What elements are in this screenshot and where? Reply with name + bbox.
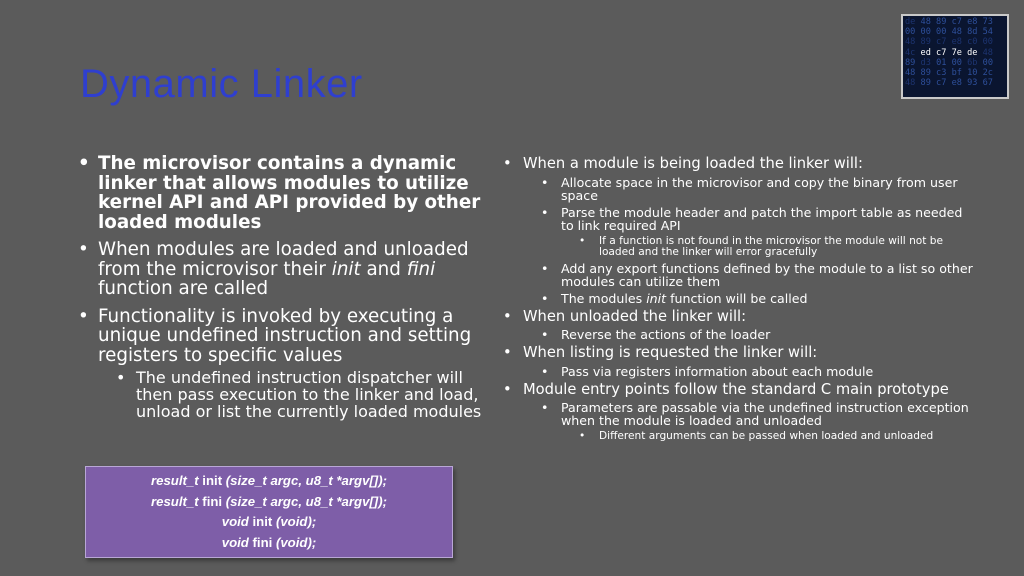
code-line-init-args: result_t init (size_t argc, u8_t *argv[]);: [151, 473, 387, 488]
bullet-pass-registers: • Pass via registers information about each module: [541, 365, 973, 378]
bullet-init-called: • The modules init function will be called: [541, 292, 973, 305]
left-column: [78, 154, 488, 424]
bullet-reverse: • Reverse the actions of the loader: [541, 328, 973, 341]
hex-dump-logo-icon: de 48 89 c7 e8 73 00 00 00 48 8d 54 48 89 c7 e8 c0 00 4c ed c7 7e de 48 89 d3 01 00 6b 00 48 89 c3 bf 10 2c 48 89 c7 e8 93 67: [901, 14, 1009, 99]
bullet-not-found: • If a function is not found in the microvisor the module will not be loaded and the linker will error gracefully: [579, 236, 973, 258]
code-prototype-box: [85, 466, 453, 558]
slide-title: Dynamic Linker: [80, 62, 363, 106]
bullet-dynamic-linker: • The microvisor contains a dynamic linker that allows modules to utilize kernel API and API provided by other loaded modules: [78, 154, 488, 232]
bullet-parse-header: • Parse the module header and patch the import table as needed to link required API: [541, 206, 973, 232]
code-line-init-void: void init (void);: [221, 514, 317, 529]
bullet-different-arguments: • Different arguments can be passed when loaded and unloaded: [579, 431, 973, 442]
bullet-functionality: • Functionality is invoked by executing a unique undefined instruction and setting registers to specific values: [78, 307, 488, 366]
bullet-export-functions: • Add any export functions defined by the module to a list so other modules can utilize them: [541, 262, 973, 288]
bullet-entry-points: • Module entry points follow the standard C main prototype: [503, 382, 973, 398]
bullet-init-fini: • When modules are loaded and unloaded from the microvisor their init and fini function are called: [78, 240, 488, 299]
bullet-loaded: • When a module is being loaded the linker will:: [503, 156, 973, 172]
bullet-allocate: • Allocate space in the microvisor and copy the binary from user space: [541, 176, 973, 202]
code-line-fini-void: void fini (void);: [221, 534, 317, 550]
code-line-fini-args: result_t fini (size_t argc, u8_t *argv[]);: [151, 493, 387, 509]
bullet-dispatcher: • The undefined instruction dispatcher will then pass execution to the linker and load, unload or list the currently loaded modules: [116, 369, 488, 420]
bullet-unloaded: • When unloaded the linker will:: [503, 309, 973, 325]
bullet-parameters: • Parameters are passable via the undefined instruction exception when the module is loaded and unloaded: [541, 401, 973, 427]
bullet-listing: • When listing is requested the linker will:: [503, 345, 973, 361]
right-column: [503, 154, 973, 446]
